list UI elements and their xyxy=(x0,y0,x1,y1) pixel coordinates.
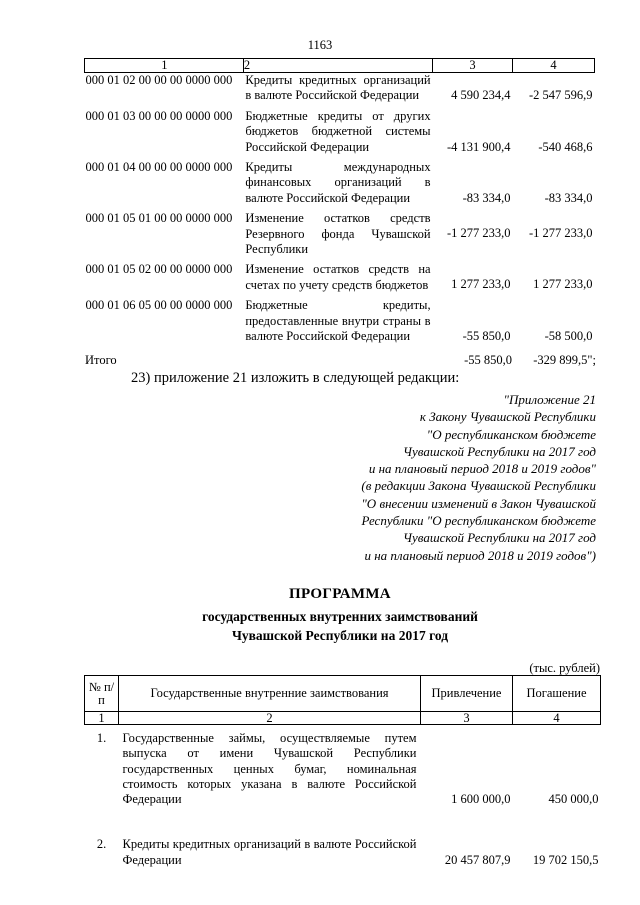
appendix-line: "О внесении изменений в Закон Чувашской xyxy=(361,495,596,511)
column-header-name: Государственные внутренние заимствования xyxy=(119,676,421,712)
column-header-attract: Привлечение xyxy=(421,676,513,712)
row-value-col4: -2 547 596,9 xyxy=(528,88,593,103)
column-header-no: № п/п xyxy=(85,676,119,712)
appendix-header xyxy=(300,391,596,564)
row-value-col3: 1 277 233,0 xyxy=(451,277,511,292)
row-attract: 1 600 000,0 xyxy=(451,792,511,807)
row-name: Государственные займы, осуществляемые путем выпуска от имени Чувашской Республики государственных ценных бумаг, номинальная стоимость которых указана в валюте Российской Федерации xyxy=(122,731,417,807)
table-header-row xyxy=(85,676,601,712)
row-code: 000 01 04 00 00 00 0000 000 xyxy=(85,160,233,175)
row-name: Кредиты кредитных организаций в валюте Российской Федерации xyxy=(245,73,431,103)
appendix-line: Чувашской Республики на 2017 год xyxy=(403,530,596,546)
column-header: 3 xyxy=(433,59,513,73)
row-name: Бюджетные кредиты, предоставленные внутри страны в валюте Российской Федерации xyxy=(245,298,431,344)
row-code: 000 01 06 05 00 00 0000 000 xyxy=(85,298,233,313)
total-label: Итого xyxy=(85,353,117,367)
appendix-line: к Закону Чувашской Республики xyxy=(419,409,596,425)
document-subtitle: государственных внутренних заимствований xyxy=(202,609,478,624)
table-row xyxy=(85,73,595,109)
row-name: Бюджетные кредиты от других бюджетов бюджетной системы Российской Федерации xyxy=(245,108,431,154)
column-number: 1 xyxy=(85,712,119,725)
row-repay: 19 702 150,5 xyxy=(532,852,599,867)
units-label: (тыс. рублей) xyxy=(529,661,600,675)
column-header: 4 xyxy=(513,59,595,73)
appendix-line: Республики "О республиканском бюджете xyxy=(361,513,596,529)
column-number-row xyxy=(85,712,601,725)
row-value-col4: -83 334,0 xyxy=(544,190,593,205)
total-value-col3: -55 850,0 xyxy=(464,353,512,367)
row-attract: 20 457 807,9 xyxy=(444,852,511,867)
row-number: 1. xyxy=(96,731,107,745)
appendix-line: "О республиканском бюджете xyxy=(426,426,596,442)
row-name: Изменение остатков средств Резервного фонда Чувашской Республики xyxy=(245,211,431,257)
table-row xyxy=(85,211,595,262)
row-code: 000 01 03 00 00 00 0000 000 xyxy=(85,108,233,123)
table-row xyxy=(85,109,595,160)
row-repay: 450 000,0 xyxy=(548,792,599,807)
appendix-line: "Приложение 21 xyxy=(503,392,596,407)
total-value-col4: -329 899,5"; xyxy=(533,353,596,367)
row-value-col4: -540 468,6 xyxy=(538,139,593,154)
document-title: ПРОГРАММА xyxy=(289,586,391,602)
column-header-repay: Погашение xyxy=(513,676,601,712)
row-value-col3: -55 850,0 xyxy=(462,329,511,344)
appendix-line: (в редакции Закона Чувашской Республики xyxy=(361,478,596,494)
amendment-item-23: 23) приложение 21 изложить в следующей редакции: xyxy=(131,370,460,386)
table-row xyxy=(85,298,595,349)
table-row xyxy=(85,262,595,298)
row-code: 000 01 05 02 00 00 0000 000 xyxy=(85,262,233,277)
row-number: 2. xyxy=(96,837,107,852)
row-value-col3: 4 590 234,4 xyxy=(451,88,511,103)
row-name: Изменение остатков средств на счетах по учету средств бюджетов xyxy=(245,262,431,292)
appendix-line: Чувашской Республики на 2017 год xyxy=(403,443,596,459)
appendix-line: и на плановый период 2018 и 2019 годов" xyxy=(368,461,596,477)
column-number: 2 xyxy=(119,712,421,725)
column-number: 3 xyxy=(421,712,513,725)
sources-table xyxy=(84,58,595,350)
column-number: 4 xyxy=(513,712,601,725)
borrowings-table xyxy=(84,675,601,892)
table-header-row xyxy=(85,59,595,73)
document-subtitle: Чувашской Республики на 2017 год xyxy=(231,628,449,643)
column-header: 2 xyxy=(243,59,432,73)
table-row xyxy=(85,160,595,211)
row-value-col4: -1 277 233,0 xyxy=(528,226,593,241)
row-code: 000 01 05 01 00 00 0000 000 xyxy=(85,211,233,226)
row-value-col4: -58 500,0 xyxy=(544,329,593,344)
row-value-col3: -83 334,0 xyxy=(462,190,511,205)
row-value-col3: -4 131 900,4 xyxy=(446,139,511,154)
row-code: 000 01 02 00 00 00 0000 000 xyxy=(85,73,233,87)
row-value-col4: 1 277 233,0 xyxy=(533,277,593,292)
row-name: Кредиты кредитных организаций в валюте Российской Федерации xyxy=(122,837,417,867)
column-header: 1 xyxy=(85,59,244,73)
row-value-col3: -1 277 233,0 xyxy=(446,226,511,241)
appendix-line: и на плановый период 2018 и 2019 годов") xyxy=(364,547,596,563)
table-row xyxy=(85,725,601,832)
row-name: Кредиты международных финансовых организаций в валюте Российской Федерации xyxy=(245,160,431,205)
page-number: 1163 xyxy=(307,38,333,52)
table-row xyxy=(85,831,601,892)
